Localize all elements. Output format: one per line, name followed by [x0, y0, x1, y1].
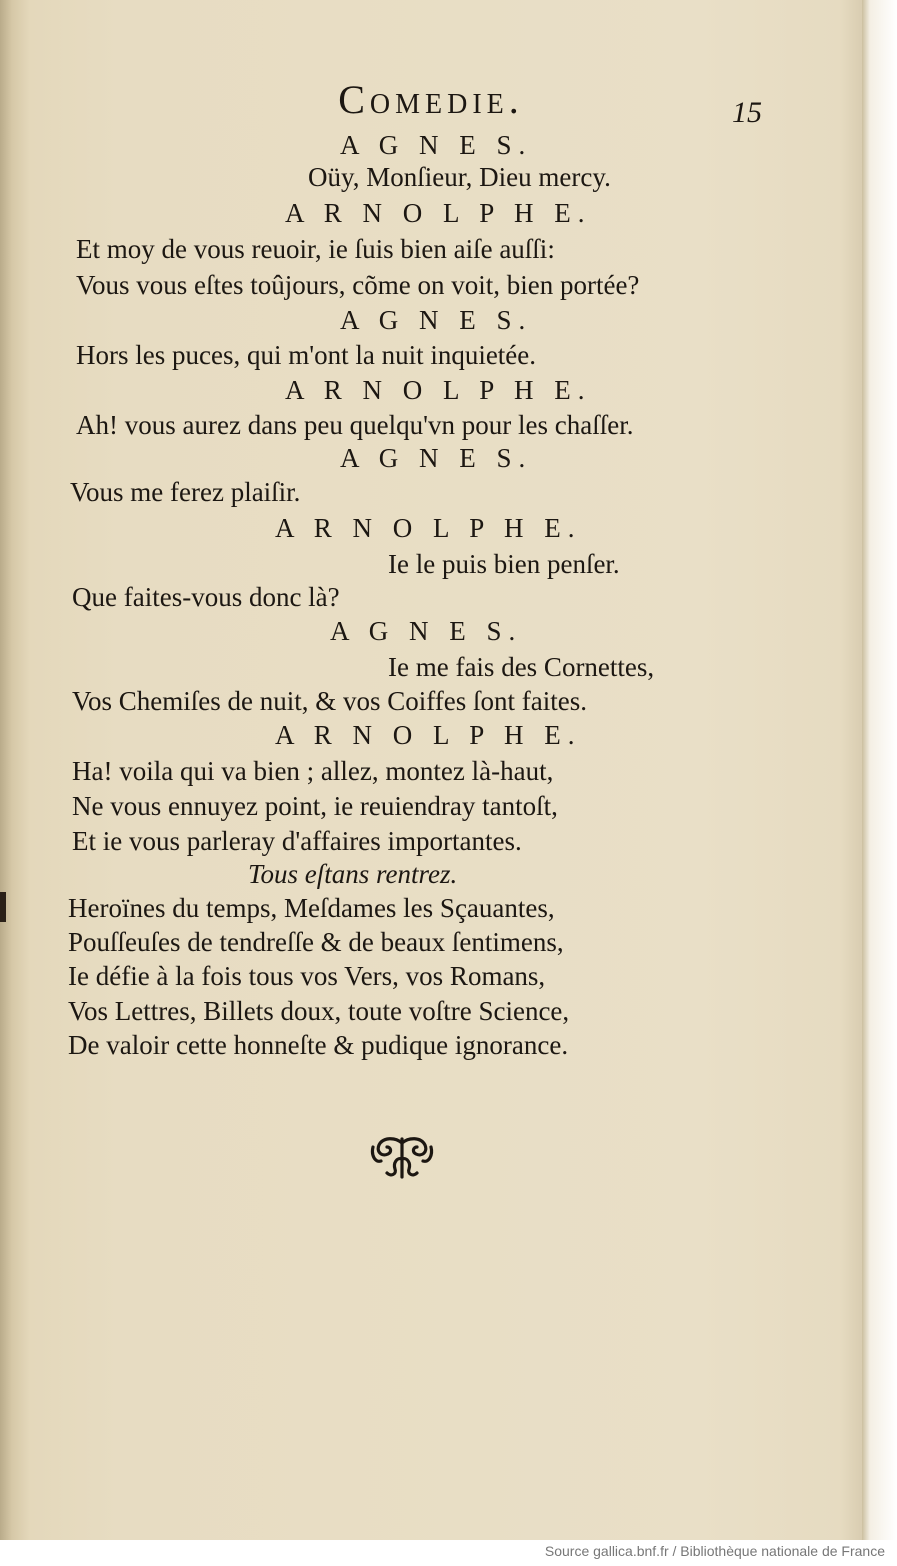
speaker-name: A G N E S. — [340, 443, 533, 473]
verse-line: Et ie vous parleray d'affaires importantes. — [72, 826, 522, 856]
speaker-name: A G N E S. — [330, 616, 523, 646]
verse-line: Oüy, Monſieur, Dieu mercy. — [308, 162, 611, 192]
verse-line: Hors les puces, qui m'ont la nuit inquietée. — [76, 340, 537, 370]
verse-line: Vos Chemiſes de nuit, & vos Coiffes ſont faites. — [72, 686, 587, 716]
source-credit: Source gallica.bnf.fr / Bibliothèque nationale de France — [544, 1543, 885, 1559]
speaker-name: A G N E S. — [340, 305, 533, 335]
verse-line: Ah! vous aurez dans peu quelqu'vn pour les chaſſer. — [76, 410, 634, 440]
verse-line: Vos Lettres, Billets doux, toute voſtre Science, — [68, 996, 570, 1026]
page-edge — [862, 0, 897, 1540]
verse-line: De valoir cette honneſte & pudique ignorance. — [68, 1030, 569, 1060]
stage-direction: Tous eſtans rentrez. — [248, 859, 458, 889]
speaker-name: A G N E S. — [340, 130, 533, 160]
speaker-name: A R N O L P H E. — [285, 198, 592, 228]
speaker-name: A R N O L P H E. — [285, 375, 592, 405]
fleuron-ornament-icon — [367, 1133, 437, 1183]
verse-line: Ie le puis bien penſer. — [388, 549, 620, 579]
margin-mark — [0, 892, 6, 922]
verse-line: Heroïnes du temps, Meſdames les Sçauantes, — [68, 893, 555, 923]
verse-line: Et moy de vous reuoir, ie ſuis bien aiſe auſſi: — [76, 234, 555, 264]
verse-line: Ne vous ennuyez point, ie reuiendray tantoſt, — [72, 791, 558, 821]
running-head: Comedie. — [338, 77, 524, 122]
verse-line: Ie me fais des Cornettes, — [388, 652, 655, 682]
verse-line: Que faites-vous donc là? — [72, 582, 340, 612]
speaker-name: A R N O L P H E. — [275, 720, 582, 750]
page-number: 15 — [732, 96, 762, 129]
verse-line: Vous vous eſtes toûjours, cõme on voit, bien portée? — [76, 270, 640, 300]
verse-line: Pouſſeuſes de tendreſſe & de beaux ſentimens, — [68, 927, 564, 957]
speaker-name: A R N O L P H E. — [275, 513, 582, 543]
verse-line: Vous me ferez plaiſir. — [70, 477, 301, 507]
verse-line: Ie défie à la fois tous vos Vers, vos Romans, — [68, 961, 546, 991]
verse-line: Ha! voila qui va bien ; allez, montez là-haut, — [72, 756, 554, 786]
